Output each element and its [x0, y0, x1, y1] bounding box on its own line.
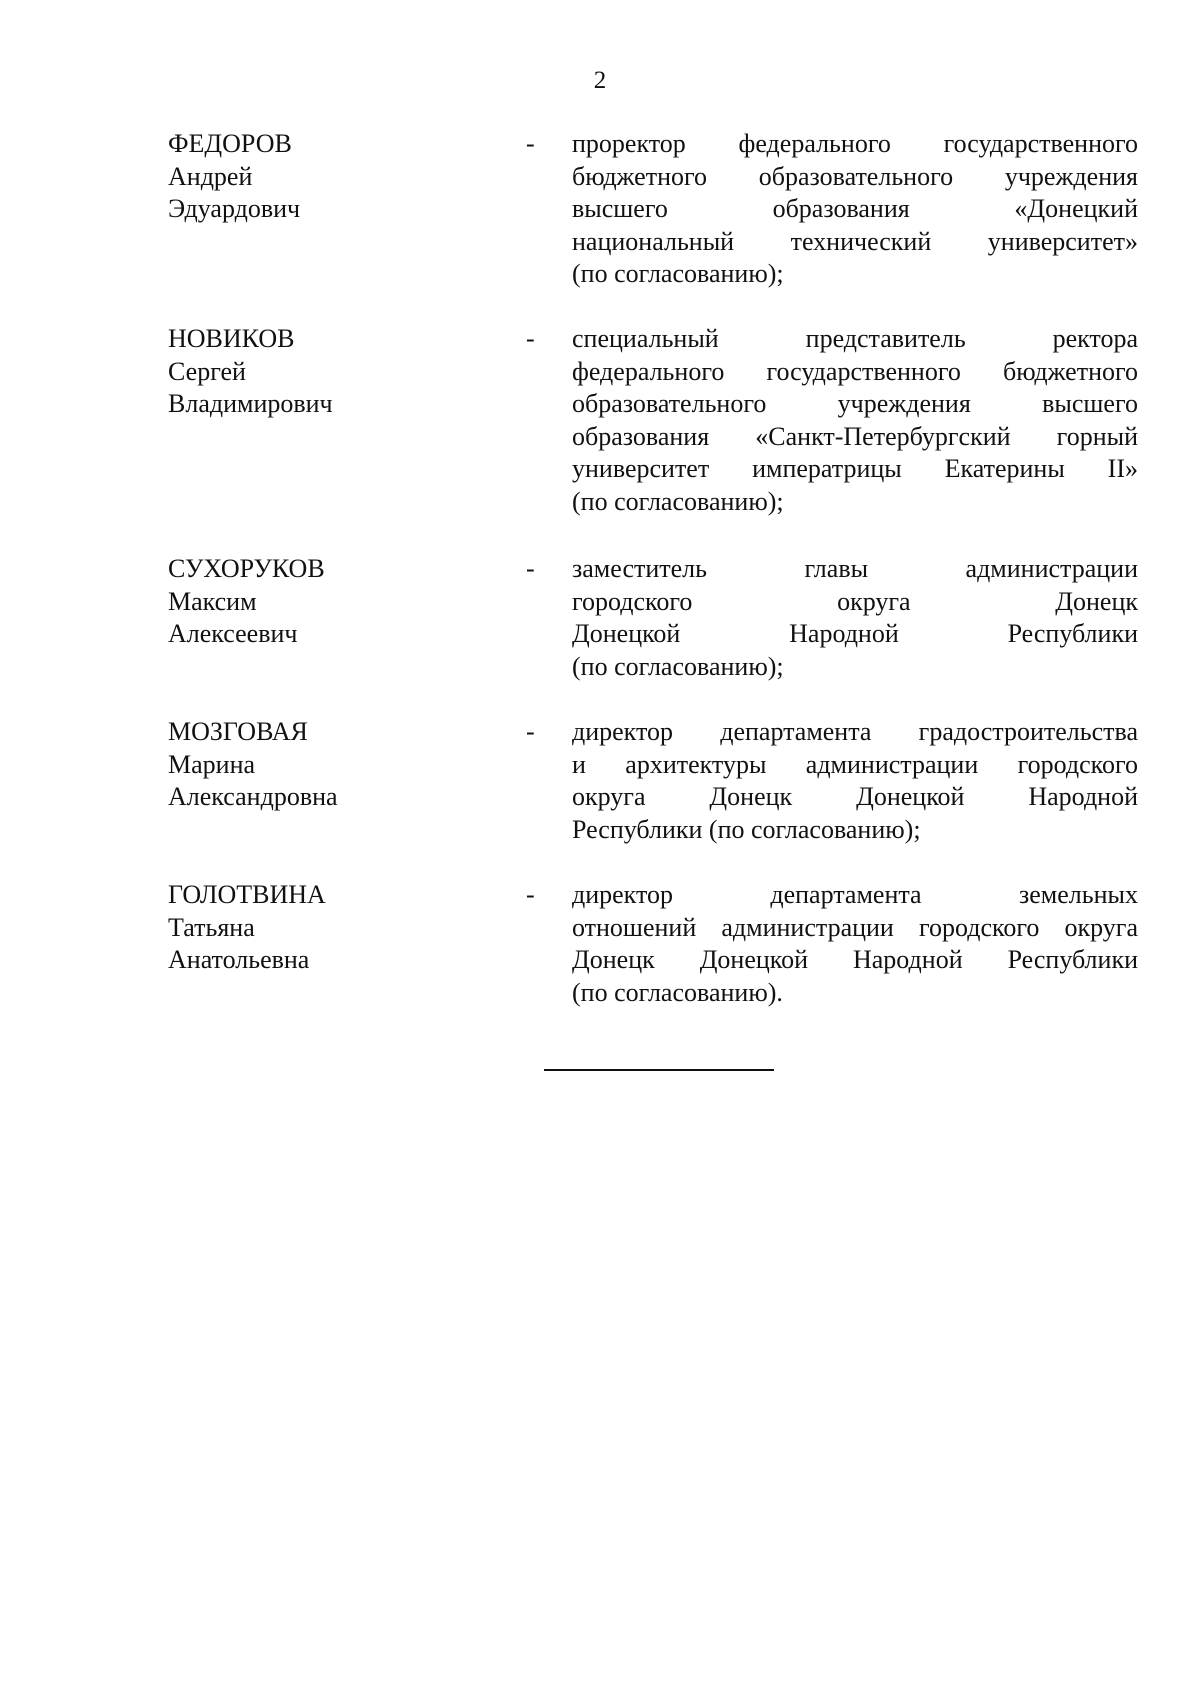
separator-dash: - [526, 554, 535, 583]
position-line: университет императрицы Екатерины II» [572, 454, 1138, 483]
position-line: директор департамента земельных [572, 880, 1138, 909]
member-surname: НОВИКОВ [168, 324, 295, 353]
member-position [572, 553, 1138, 683]
position-line: высшего образования «Донецкий [572, 194, 1138, 223]
member-patronymic: Владимирович [168, 389, 333, 418]
member-name [168, 323, 498, 421]
member-patronymic: Алексеевич [168, 619, 298, 648]
separator-dash: - [526, 324, 535, 353]
member-surname: ГОЛОТВИНА [168, 880, 326, 909]
member-position [572, 879, 1138, 1009]
member-position [572, 716, 1138, 846]
member-patronymic: Анатольевна [168, 945, 310, 974]
position-line: отношений администрации городского округа [572, 912, 1138, 942]
position-line: городского округа Донецк [572, 586, 1138, 616]
separator-dash: - [526, 129, 535, 158]
member-first-name: Татьяна [168, 912, 255, 942]
position-line: (по согласованию); [572, 486, 784, 516]
position-line: заместитель главы администрации [572, 554, 1138, 583]
position-line: бюджетного образовательного учреждения [572, 161, 1138, 191]
position-line: Республики (по согласованию); [572, 814, 921, 844]
position-line: и архитектуры администрации городского [572, 749, 1138, 779]
position-line: образовательного учреждения высшего [572, 389, 1138, 418]
member-surname: МОЗГОВАЯ [168, 717, 308, 746]
member-name [168, 553, 498, 651]
member-first-name: Максим [168, 586, 257, 616]
member-patronymic: Александровна [168, 782, 338, 811]
member-surname: ФЕДОРОВ [168, 129, 292, 158]
member-name [168, 879, 498, 977]
closing-divider [544, 1069, 774, 1071]
position-line: проректор федерального государственного [572, 129, 1138, 158]
member-first-name: Андрей [168, 161, 253, 191]
member-first-name: Сергей [168, 356, 246, 386]
page-number: 2 [593, 67, 607, 94]
member-name [168, 128, 498, 226]
position-line: (по согласованию); [572, 651, 784, 681]
position-line: Донецкой Народной Республики [572, 619, 1138, 648]
member-first-name: Марина [168, 749, 256, 779]
member-name [168, 716, 498, 814]
separator-dash: - [526, 880, 535, 909]
position-line: директор департамента градостроительства [572, 717, 1138, 746]
separator-dash: - [526, 717, 535, 746]
member-surname: СУХОРУКОВ [168, 554, 325, 583]
position-line: образования «Санкт-Петербургский горный [572, 421, 1138, 451]
position-line: (по согласованию). [572, 977, 783, 1007]
position-line: Донецк Донецкой Народной Республики [572, 945, 1138, 974]
member-position [572, 323, 1138, 518]
position-line: федерального государственного бюджетного [572, 356, 1138, 386]
position-line: округа Донецк Донецкой Народной [572, 782, 1138, 811]
position-line: (по согласованию); [572, 259, 784, 288]
member-patronymic: Эдуардович [168, 194, 301, 223]
position-line: специальный представитель ректора [572, 324, 1138, 353]
position-line: национальный технический университет» [572, 226, 1138, 256]
member-position [572, 128, 1138, 291]
